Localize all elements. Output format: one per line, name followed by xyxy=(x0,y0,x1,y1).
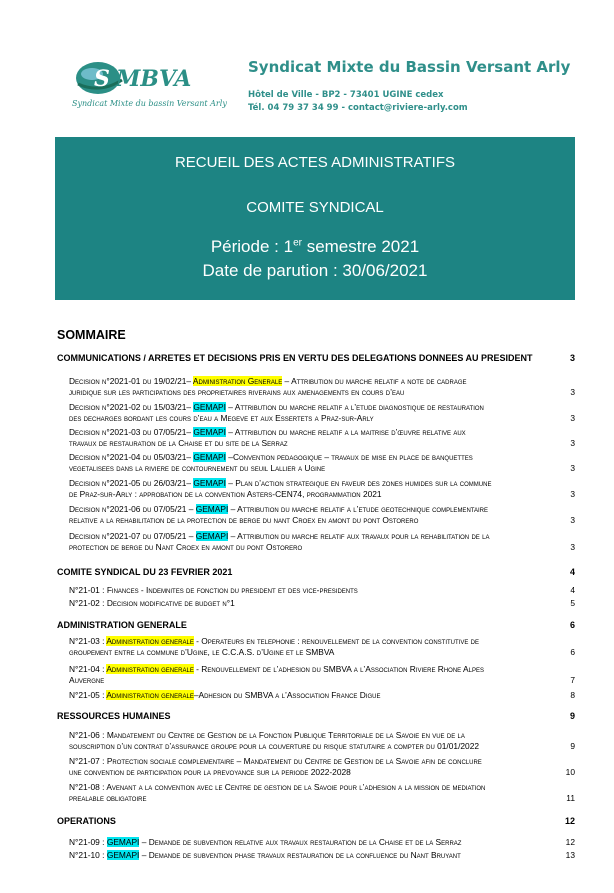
toc-entry: Decision n°2021-03 du 07/05/21– GEMAPI – Attribution du marche relatif a la maitrise d’œuvre relative aux xyxy=(69,427,466,437)
smbva-logo xyxy=(70,56,227,112)
entry-category-tag: Administration generale xyxy=(106,664,194,674)
toc-entry: Decision n°2021-01 du 19/02/21– Administration Generale – Attribution du marche relatif a note de cadrage xyxy=(69,376,467,386)
entry-category-tag: GEMAPI xyxy=(193,452,226,462)
toc-section xyxy=(57,816,575,826)
entry-category-tag: GEMAPI xyxy=(106,850,140,860)
toc-entry-page: 3 xyxy=(570,413,575,423)
banner-subtitle: COMITE SYNDICAL xyxy=(246,199,384,216)
toc-entry: Decision n°2021-07 du 07/05/21 – GEMAPI – Attribution du marche relatif aux travaux pour la rehabilitation de la xyxy=(69,531,490,541)
toc-entry-page: 3 xyxy=(570,438,575,448)
toc-section-page: 3 xyxy=(569,353,575,363)
toc-entry-page: 3 xyxy=(570,463,575,473)
toc-entry: N°21-03 : Administration generale - Operateurs en telephonie : renouvellement de la convention constitutive de xyxy=(69,636,479,646)
toc-entry-continued: travaux de restauration de la Chaise et du site de la Serraz xyxy=(69,438,288,448)
toc-entry: N°21-10 : GEMAPI – Demande de subvention phase travaux restauration de la confluence du Nant Bruyant 13 xyxy=(69,850,575,860)
toc-entry-page: 12 xyxy=(565,837,575,847)
toc-entry: N°21-05 : Administration generale–Adhesion du SMBVA a l’Association France Digue 8 xyxy=(69,690,575,700)
entry-category-tag: Administration generale xyxy=(106,690,194,700)
title-banner xyxy=(55,137,575,300)
toc-entry-continued: Auvergne 7 xyxy=(69,675,575,685)
toc-entry-continued: groupement entre la commune d’Ugine, le C.C.A.S. d’Ugine et le SMBVA 6 xyxy=(69,647,575,657)
entry-category-tag: GEMAPI xyxy=(193,427,226,437)
toc-section xyxy=(57,353,575,363)
banner-period: Période : 1er semestre 2021 xyxy=(210,237,420,256)
toc-title: SOMMAIRE xyxy=(57,328,126,342)
svg-text:Syndicat Mixte du bassin Versa: Syndicat Mixte du bassin Versant Arly xyxy=(72,99,227,108)
toc-entry: N°21-07 : Protection sociale complementaire – Mandatement du Centre de Gestion de la Savoie afin de conclure xyxy=(69,756,482,766)
toc-entry-page: 10 xyxy=(565,767,575,777)
toc-entry: Decision n°2021-04 du 05/03/21– GEMAPI –Convention pedagogique – travaux de mise en place de banquettes xyxy=(69,452,473,462)
toc-entry: N°21-06 : Mandatement du Centre de Gestion de la Fonction Publique Territoriale de la Savoie en vue de la xyxy=(69,730,465,740)
entry-category-tag: GEMAPI xyxy=(193,478,226,488)
toc-entry-continued: de Praz-sur-Arly : approbation de la convention Asters-CEN74, programmation 2021 xyxy=(69,489,382,499)
toc-section xyxy=(57,711,575,721)
toc-entry-page: 7 xyxy=(570,675,575,685)
toc-entry-page: 13 xyxy=(565,850,575,860)
entry-category-tag: GEMAPI xyxy=(195,531,229,541)
toc-section-page: 9 xyxy=(569,711,575,721)
entry-category-tag: GEMAPI xyxy=(106,837,140,847)
toc-section-title: COMMUNICATIONS / ARRETES ET DECISIONS PRIS EN VERTU DES DELEGATIONS DONNEES AU PRESIDENT xyxy=(57,353,533,363)
toc-entry: Decision n°2021-06 du 07/05/21 – GEMAPI – Attribution du marche relatif a l’etude geotechnique complementaire xyxy=(69,504,488,514)
toc-entry-page: 9 xyxy=(570,741,575,751)
toc-entry: N°21-02 : Decision modificative de budget n°1 5 xyxy=(69,598,575,608)
toc-entry-continued: une convention de participation pour la prevoyance sur la periode 2022-2028 10 xyxy=(69,767,575,777)
banner-title: RECUEIL DES ACTES ADMINISTRATIFS xyxy=(174,154,456,171)
toc-entry: N°21-04 : Administration generale - Renouvellement de l’adhesion du SMBVA a l’Association Riviere Rhone Alpes xyxy=(69,664,484,674)
toc-section-page: 4 xyxy=(569,567,575,577)
toc-entry-page: 11 xyxy=(566,793,575,803)
toc-entry-continued: vegetalisees dans la riviere de contournement du seuil Lallier a Ugine xyxy=(69,463,326,473)
toc-section xyxy=(57,620,575,630)
toc-entry-continued: relative a la rehabilitation de la protection de berge du nant Croex en amont du pont Ostorero xyxy=(69,515,419,525)
toc-entry-continued: juridique sur les participations des proprietaires riverains aux amenagements en cours d’eau xyxy=(69,387,405,397)
toc-entry-page: 8 xyxy=(570,690,575,700)
address: Hôtel de Ville - BP2 - 73401 UGINE cedex xyxy=(248,90,444,100)
toc-entry: Decision n°2021-02 du 15/03/21– GEMAPI – Attribution du marche relatif a l’etude diagnostique de restauration xyxy=(69,402,484,412)
toc-entry-page: 3 xyxy=(570,542,575,552)
toc-entry-continued: des decharges bordant les cours d’eau a Megeve et aux Essertets a Praz-sur-Arly xyxy=(69,413,374,423)
toc-entry-continued: prealable obligatoire 11 xyxy=(69,793,575,803)
svg-text:MBVA: MBVA xyxy=(116,66,192,92)
toc-entry-continued: souscription d’un contrat d’assurance groupe pour la couverture du risque statutaire a compter du 01/01/2022 9 xyxy=(69,741,575,751)
entry-category-tag: GEMAPI xyxy=(193,402,226,412)
toc-section xyxy=(57,567,575,577)
toc-entry: N°21-01 : Finances - Indemnites de fonction du president et des vice-presidents 4 xyxy=(69,585,575,595)
org-name: Syndicat Mixte du Bassin Versant Arly xyxy=(248,58,571,76)
entry-category-tag: Administration Generale xyxy=(192,376,283,386)
toc-entry-continued: protection de berge du Nant Croex en amont du pont Ostorero xyxy=(69,542,303,552)
toc-entry: N°21-09 : GEMAPI – Demande de subvention relative aux travaux restauration de la Chaise et de la Serraz 12 xyxy=(69,837,575,847)
toc-entry-page: 3 xyxy=(570,387,575,397)
toc-entry: N°21-08 : Avenant a la convention avec le Centre de gestion de la Savoie pour l’adhesion a la mission de mediation xyxy=(69,782,486,792)
toc-entry: Decision n°2021-05 du 26/03/21– GEMAPI – Plan d’action strategique en faveur des zones humides sur la commune xyxy=(69,478,492,488)
toc-entry-page: 3 xyxy=(570,515,575,525)
toc-section-title: ADMINISTRATION GENERALE xyxy=(57,620,187,630)
entry-category-tag: GEMAPI xyxy=(195,504,229,514)
toc-section-title: RESSOURCES HUMAINES xyxy=(57,711,171,721)
toc-section-title: COMITE SYNDICAL DU 23 FEVRIER 2021 xyxy=(57,567,233,577)
toc-entry-page: 3 xyxy=(570,489,575,499)
contact: Tél. 04 79 37 34 99 - contact@riviere-arly.com xyxy=(248,103,468,113)
toc-entry-page: 4 xyxy=(570,585,575,595)
toc-entry-page: 6 xyxy=(570,647,575,657)
toc-section-page: 6 xyxy=(569,620,575,630)
banner-date: Date de parution : 30/06/2021 xyxy=(202,261,428,280)
toc-section-title: OPERATIONS xyxy=(57,816,116,826)
toc-entry-page: 5 xyxy=(570,598,575,608)
toc-section-page: 12 xyxy=(564,816,575,826)
svg-text:S: S xyxy=(94,66,110,92)
entry-category-tag: Administration generale xyxy=(106,636,194,646)
